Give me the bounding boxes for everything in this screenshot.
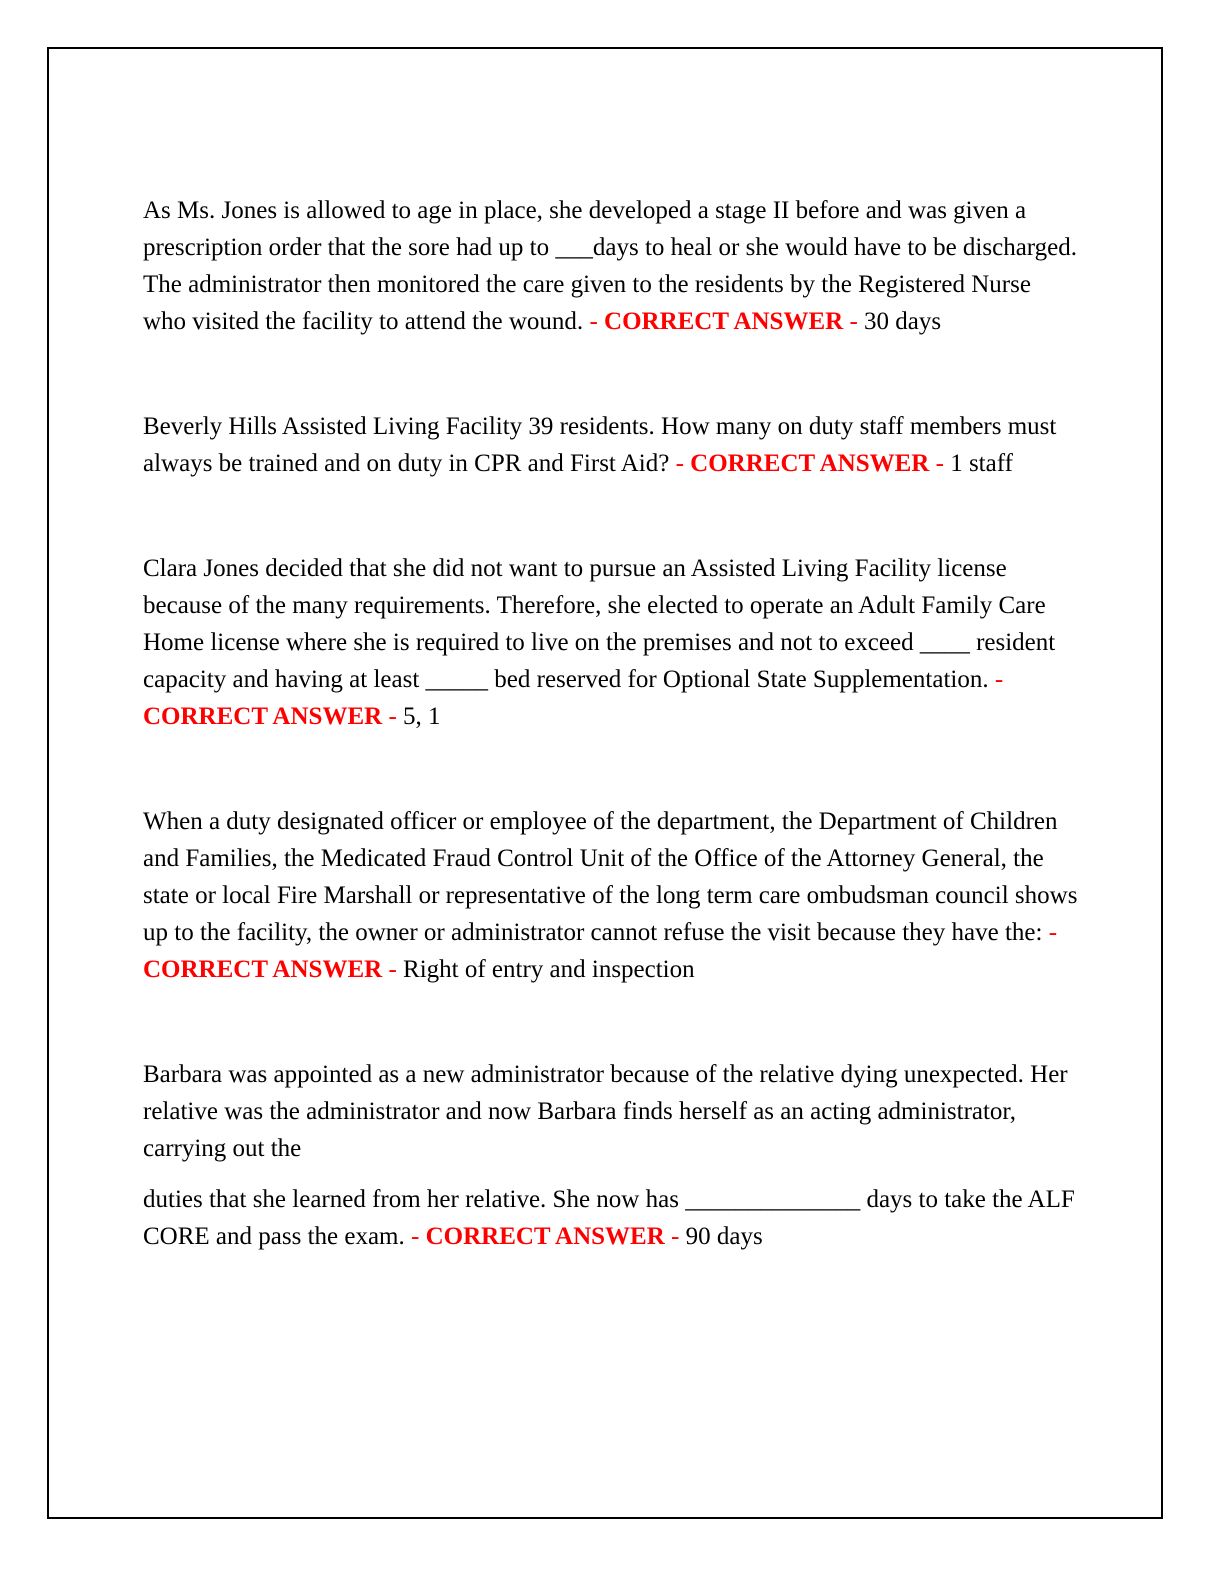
answer-text: 5, 1 bbox=[403, 703, 441, 730]
qa-item bbox=[143, 408, 1078, 482]
correct-answer-label: CORRECT ANSWER bbox=[690, 450, 930, 477]
correct-answer-label: CORRECT ANSWER bbox=[143, 703, 383, 730]
question-answer-line bbox=[143, 1181, 1078, 1255]
answer-separator: - bbox=[935, 450, 944, 477]
answer-separator: - bbox=[388, 956, 397, 983]
qa-item bbox=[143, 550, 1078, 735]
answer-separator: - bbox=[411, 1223, 420, 1250]
correct-answer-label: CORRECT ANSWER bbox=[604, 308, 844, 335]
question-text: When a duty designated officer or employee of the department, the Department of Children and Families, the Medicated Fraud Control Unit of the Office of the Attorney General, the state or local Fire Marshall or representative of the long term care ombudsman council shows up to the facility, the owner or administrator cannot refuse the visit because they have the: bbox=[143, 808, 1078, 946]
answer-text: 1 staff bbox=[950, 450, 1013, 477]
answer-separator: - bbox=[589, 308, 598, 335]
answer-separator: - bbox=[388, 703, 397, 730]
answer-separator: - bbox=[849, 308, 858, 335]
answer-separator: - bbox=[994, 666, 1004, 693]
answer-separator: - bbox=[675, 450, 684, 477]
qa-item bbox=[143, 192, 1078, 340]
document-body bbox=[143, 192, 1078, 1255]
question-text: As Ms. Jones is allowed to age in place, she developed a stage II before and was given a prescription order that the sore had up to ___days to heal or she would have to be discharged. The administrator then monitored the care given to the residents by the Registered Nurse who visited the facility to attend the wound. bbox=[143, 197, 1078, 335]
question-text: Clara Jones decided that she did not want to pursue an Assisted Living Facility license because of the many requirements. Therefore, she elected to operate an Adult Family Care Home license where she is required to live on the premises and not to exceed ____ resident capacity and having at least _____ bed reserved for Optional State Supplementation. bbox=[143, 555, 1056, 693]
qa-item bbox=[143, 803, 1078, 988]
question-text: Beverly Hills Assisted Living Facility 39 residents. How many on duty staff members must always be trained and on duty in CPR and First Aid? bbox=[143, 413, 1057, 477]
qa-item bbox=[143, 1056, 1078, 1255]
correct-answer-label: CORRECT ANSWER bbox=[425, 1223, 665, 1250]
answer-separator: - bbox=[1048, 919, 1058, 946]
question-text-part1: Barbara was appointed as a new administrator because of the relative dying unexpected. Her relative was the administrator and now Barbara finds herself as an acting administrator, carrying out the bbox=[143, 1061, 1068, 1162]
question-text-part2: duties that she learned from her relative. She now has ______________ days to take the ALF CORE and pass the exam. bbox=[143, 1186, 1075, 1250]
correct-answer-label: CORRECT ANSWER bbox=[143, 956, 383, 983]
answer-separator: - bbox=[671, 1223, 680, 1250]
answer-text: 90 days bbox=[685, 1223, 763, 1250]
answer-text: Right of entry and inspection bbox=[403, 956, 695, 983]
answer-text: 30 days bbox=[864, 308, 942, 335]
